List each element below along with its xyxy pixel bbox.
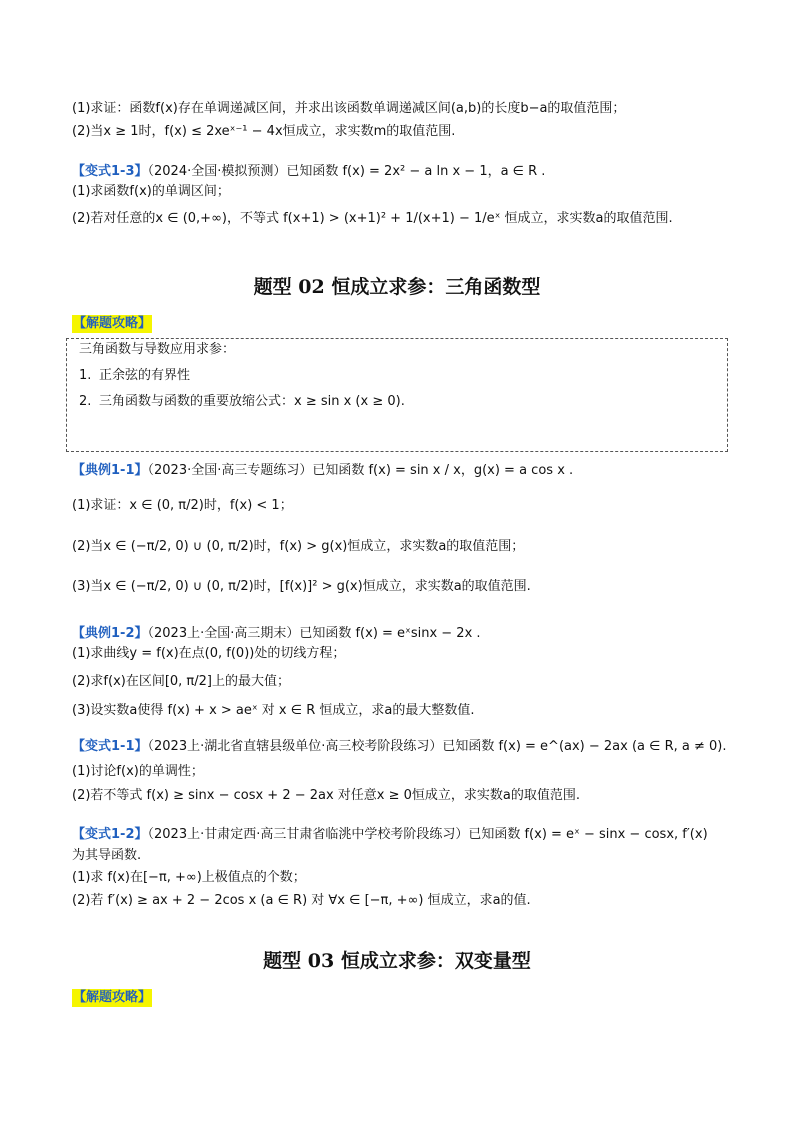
tips-02-item-2-num: 2. [79,394,92,409]
section-03-title: 题型 03 恒成立求参：双变量型 [263,950,531,972]
variant-1-1-tag: 【变式1-1】 [72,739,148,754]
tips-02-label: 【解题攻略】 [73,316,152,331]
variant-1-1-intro [72,738,734,756]
tips-02-item-1 [79,367,190,385]
tips-02-label-wrap [72,312,152,333]
tips-02-intro: 三角函数与导数应用求参： [79,342,236,357]
variant-1-2-intro [72,826,734,844]
top-question-2: (2)当x ≥ 1时，f(x) ≤ 2xeˣ⁻¹ − 4x恒成立，求实数m的取值范围. [72,124,456,139]
tips-02-item-1-text: 正余弦的有界性 [99,368,191,383]
example-1-1-text: （2023·全国·高三专题练习）已知函数 f(x) = sin x / x，g(x) = a cos x . [147,463,574,478]
example-1-2-q3: (3)设实数a使得 f(x) + x > aeˣ 对 x ∈ R 恒成立，求a的最大整数值. [72,703,475,718]
variant-1-1-q2: (2)若不等式 f(x) ≥ sinx − cosx + 2 − 2ax 对任意x ≥ 0恒成立，求实数a的取值范围. [72,788,581,803]
variant-1-2-q2: (2)若 f′(x) ≥ ax + 2 − 2cos x (a ∈ R) 对 ∀x ∈ [−π, +∞) 恒成立，求a的值. [72,893,531,908]
example-1-2-q1: (1)求曲线y = f(x)在点(0, f(0))处的切线方程； [72,646,346,661]
example-1-2-q2: (2)求f(x)在区间[0, π/2]上的最大值； [72,674,290,689]
example-1-1-tag: 【典例1-1】 [72,463,148,478]
variant-1-2-intro-cont: 为其导函数. [72,848,142,863]
variant-1-2-q1: (1)求 f(x)在[−π, +∞)上极值点的个数； [72,870,306,885]
tips-02-item-1-num: 1. [79,368,92,383]
example-1-2-text: （2023上·全国·高三期末）已知函数 f(x) = eˣsinx − 2x . [147,626,481,641]
tips-02-item-2-text: 三角函数与函数的重要放缩公式：x ≥ sin x (x ≥ 0). [99,394,405,409]
tips-02-item-2 [79,393,405,411]
example-1-1-q3: (3)当x ∈ (−π/2, 0) ∪ (0, π/2)时，[f(x)]² > g(x)恒成立，求实数a的取值范围. [72,579,531,594]
example-1-2-tag: 【典例1-2】 [72,626,148,641]
variant-1-3-q2: (2)若对任意的x ∈ (0,+∞)，不等式 f(x+1) > (x+1)² + 1/(x+1) − 1/eˣ 恒成立，求实数a的取值范围. [72,211,673,226]
top-question-1: (1)求证：函数f(x)存在单调递减区间，并求出该函数单调递减区间(a,b)的长度b−a的取值范围； [72,101,626,116]
example-1-1-q2: (2)当x ∈ (−π/2, 0) ∪ (0, π/2)时，f(x) > g(x)恒成立，求实数a的取值范围； [72,539,525,554]
example-1-1-intro [72,462,734,480]
variant-1-3-q1: (1)求函数f(x)的单调区间； [72,184,230,199]
variant-1-1-q1: (1)讨论f(x)的单调性； [72,764,204,779]
section-02-title: 题型 02 恒成立求参：三角函数型 [253,276,541,298]
variant-1-3-tag: 【变式1-3】 [72,164,148,179]
tips-03-label-wrap [72,986,152,1007]
variant-1-3-text: （2024·全国·模拟预测）已知函数 f(x) = 2x² − a ln x − 1，a ∈ R . [147,164,546,179]
example-1-2-intro [72,625,734,643]
variant-1-1-text: （2023上·湖北省直辖县级单位·高三校考阶段练习）已知函数 f(x) = e^(ax) − 2ax (a ∈ R, a ≠ 0). [147,739,727,754]
tips-03-label: 【解题攻略】 [73,990,152,1005]
example-1-1-q1: (1)求证：x ∈ (0, π/2)时，f(x) < 1； [72,498,293,513]
variant-1-2-text: （2023上·甘肃定西·高三甘肃省临洮中学校考阶段练习）已知函数 f(x) = eˣ − sinx − cosx, f′(x) [147,827,708,842]
variant-1-2-tag: 【变式1-2】 [72,827,148,842]
tips-02-box [66,338,728,452]
variant-1-3-intro [72,163,734,181]
